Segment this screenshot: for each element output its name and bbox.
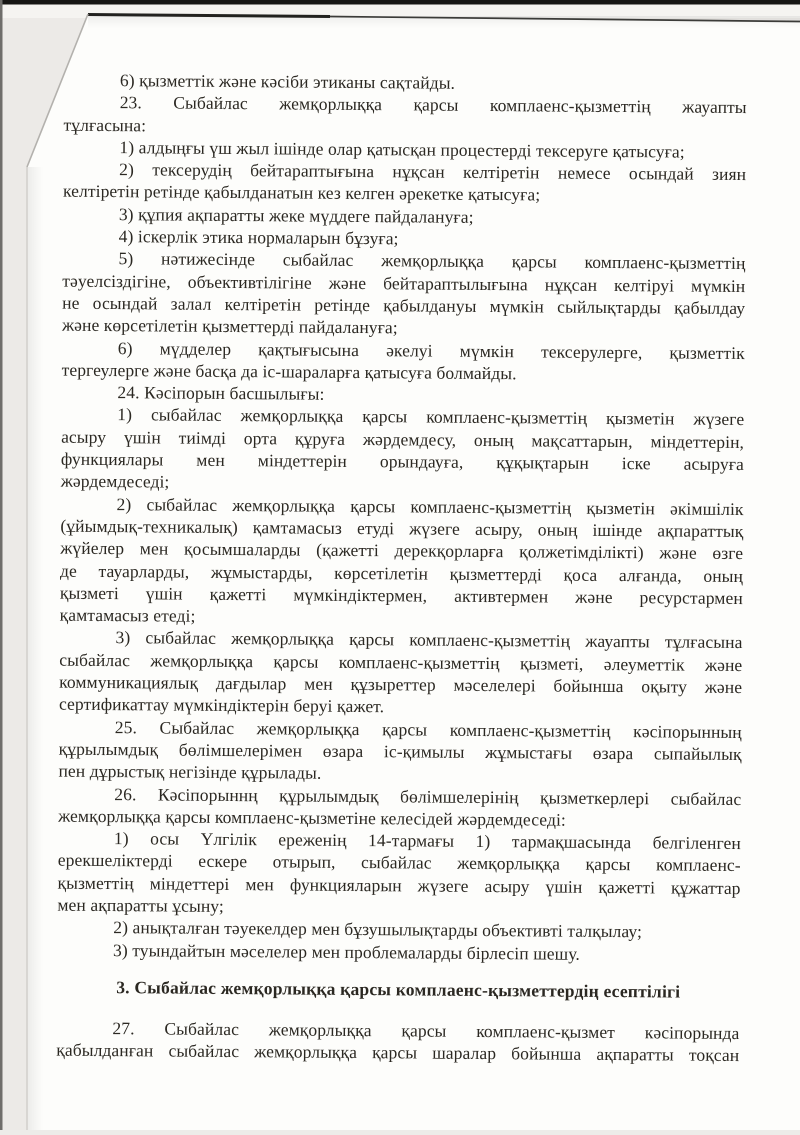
paragraph bbox=[63, 91, 746, 141]
text-line: пен дұрыстық негізінде құрылады. bbox=[58, 760, 322, 783]
text-line: 2) сыбайлас жемқорлыққа қарсы комплаенс-қызметтің қызметін әкімшілік bbox=[116, 493, 744, 519]
text-line: 27. Сыбайлас жемқорлыққа қарсы комплаенс-қызмет кәсіпорында bbox=[112, 1018, 740, 1044]
text-line: тәуелсіздігіне, объективтілігіне және бейтараптылығына нұқсан келтіруі мүмкін bbox=[62, 270, 746, 296]
text-line: 3) сыбайлас жемқорлыққа қарсы комплаенс-қызметтің жауапты тұлғасына bbox=[115, 627, 743, 653]
text-line: 6) қызметтік және кәсіби этиканы сақтайды. bbox=[119, 70, 456, 93]
text-line: сертификаттау мүмкіндіктерін беруі қажет. bbox=[58, 693, 385, 717]
text-line: келтіретін ретінде қабылданатын кез келген әрекетке қатысуға; bbox=[62, 181, 541, 205]
text-line: қамтамасыз етеді; bbox=[59, 604, 196, 626]
text-line: 3) құпия ақпаратты жеке мүддеге пайдалануға; bbox=[118, 203, 474, 227]
text-line: 25. Сыбайлас жемқорлыққа қарсы комплаенс-қызметтің кәсіпорынның bbox=[114, 716, 742, 742]
paragraph bbox=[57, 827, 741, 922]
text-line: ерекшеліктерді ескере отырып, сыбайлас жемқорлыққа қарсы комплаенс- bbox=[57, 850, 741, 876]
text-line: 6) мүдделер қақтығысына әкелуі мүмкін тексерулерге, қызметтік bbox=[117, 337, 745, 363]
text-line: тұлғасына: bbox=[63, 114, 147, 135]
paragraph bbox=[62, 336, 745, 386]
paragraph bbox=[58, 782, 741, 832]
text-line: жүйелер мен қосымшаларды (қажетті дерекқорларға қолжетімділікті) және өзге bbox=[60, 537, 744, 564]
paragraph bbox=[56, 1017, 739, 1067]
text-line: және көрсетілетін қызметтерді пайдалануға; bbox=[61, 314, 398, 338]
paragraph bbox=[63, 158, 746, 208]
paragraph bbox=[62, 247, 746, 342]
text-line: де тауарларды, жұмыстарды, көрсетілетін қызметтерді қоса алғанда, оның bbox=[59, 560, 744, 586]
section-heading bbox=[57, 976, 740, 1004]
paragraph bbox=[60, 492, 744, 631]
text-line: не осындай залал келтіретін ретінде қабылдануы мүмкін сыйлықтарды қабылдау bbox=[62, 292, 746, 319]
text-line: қызметі үшін қажетті мүмкіндіктермен, активтермен және ресурстармен bbox=[59, 582, 743, 608]
text-line: 23. Сыбайлас жемқорлыққа қарсы комплаенс-қызметтің жауапты bbox=[119, 92, 747, 118]
text-line: 1) алдыңғы үш жыл ішінде олар қатысқан процестерді тексеруге қатысуға; bbox=[119, 137, 685, 162]
text-line: қабылданған сыбайлас жемқорлыққа қарсы шаралар бойынша ақпаратты тоқсан bbox=[56, 1040, 740, 1066]
text-line: 2) тексерудің бейтараптығына нұқсан келтіретін немесе осындай зиян bbox=[119, 159, 747, 185]
text-line: 5) нәтижесінде сыбайлас жемқорлыққа қарсы комплаенс-қызметтің bbox=[118, 248, 746, 274]
text-line: тергеулерге және басқа да іс-шараларға қатысуға болмайды. bbox=[61, 359, 517, 384]
text-line: қызметтің міндеттері мен функцияларын жүзеге асыру үшін қажетті құжаттар bbox=[57, 872, 741, 898]
text-line: 24. Кәсіпорын басшылығы: bbox=[117, 382, 325, 404]
text-line: жемқорлыққа қарсы комплаенс-қызметіне келесідей жәрдемдеседі: bbox=[58, 805, 567, 830]
scanner-edge-left-line bbox=[0, 0, 3, 1130]
document-body bbox=[56, 69, 747, 1067]
text-line: 3) туындайтын мәселелер мен проблемаларды бірлесіп шешу. bbox=[113, 939, 580, 964]
paragraph bbox=[61, 403, 745, 498]
text-line: құрылымдық бөлімшелерімен өзара іс-қимылы жұмыстағы өзара сыпайылық bbox=[58, 738, 742, 764]
scanner-edge-top-strip bbox=[0, 0, 800, 5]
text-line: жәрдемдеседі; bbox=[60, 471, 170, 492]
text-line: 1) осы Үлгілік ереженің 14-тармағы 1) тармақшасында белгіленген bbox=[113, 828, 742, 854]
text-line: 4) іскерлік этика нормаларын бұзуға; bbox=[118, 226, 399, 249]
paragraph bbox=[58, 715, 742, 787]
paper-left-shadow bbox=[27, 167, 43, 1130]
text-line: 1) сыбайлас жемқорлыққа қарсы комплаенс-қызметтің қызметін жүзеге bbox=[117, 404, 745, 430]
text-line: сыбайлас жемқорлыққа қарсы комплаенс-қызметтің қызметі, әлеуметтік және bbox=[59, 649, 743, 675]
text-line: коммуникациялық дағдылар мен құзыреттер мәселелері бойынша оқыту және bbox=[59, 671, 743, 698]
paper-top-edge-line bbox=[88, 15, 330, 17]
text-line: мен ақпаратты ұсыну; bbox=[57, 894, 225, 916]
text-line: 2) анықталған тәуекелдер мен бұзушылықтарды объективті талқылау; bbox=[113, 917, 643, 942]
text-line: асыру үшін тиімді орта құруға жәрдемдесу, оның мақсаттарын, міндеттерін, bbox=[61, 426, 745, 452]
paragraph bbox=[59, 626, 743, 721]
text-line: функциялары мен міндеттерін орындауға, құқықтарын іске асыруға bbox=[60, 448, 744, 475]
heading-line: 3. Сыбайлас жемқорлыққа қарсы комплаенс-қызметтердің есептілігі bbox=[116, 977, 681, 1002]
text-line: (ұйымдық-техникалық) қамтамасыз етуді жүзеге асыру, оның ішінде ақпараттық bbox=[60, 515, 744, 541]
text-line: 26. Кәсіпорыннң құрылымдық бөлімшелерінің қызметкерлері сыбайлас bbox=[114, 783, 742, 809]
